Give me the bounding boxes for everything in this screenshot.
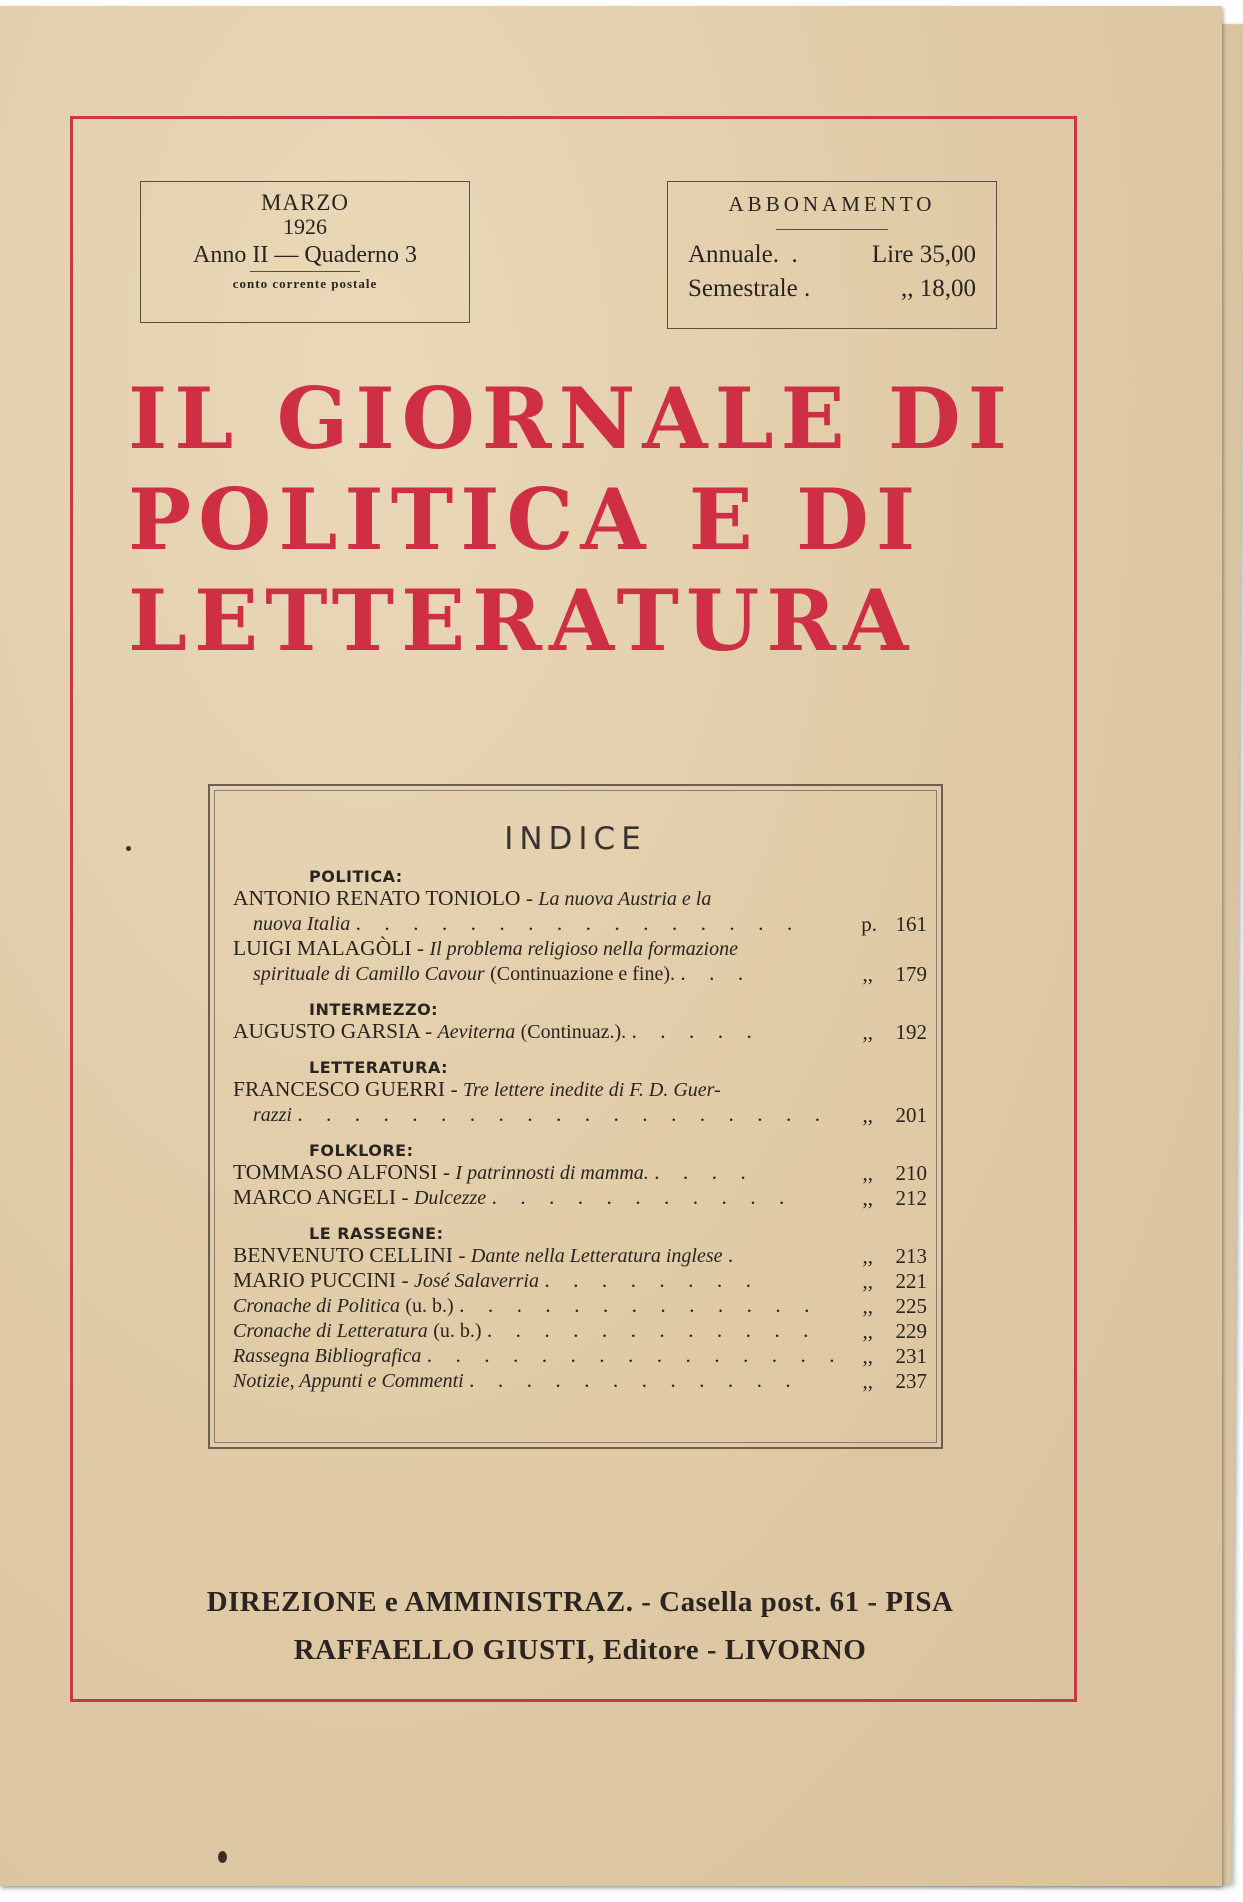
page-number: 225 bbox=[895, 1294, 927, 1318]
section-heading: LE RASSEGNE: bbox=[309, 1224, 444, 1243]
entry-author: TOMMASO ALFONSI bbox=[233, 1160, 438, 1184]
index-entry: FRANCESCO GUERRI - Tre lettere inedite di F. D. Guer- razzi . . . . . . . . . . . . . . . . . . . ,, 201 bbox=[233, 1077, 927, 1127]
page-prefix: ,, bbox=[862, 1269, 873, 1293]
section-heading: POLITICA: bbox=[309, 867, 403, 886]
entry-title: Cronache di Letteratura bbox=[233, 1320, 428, 1342]
entry-author: FRANCESCO GUERRI bbox=[233, 1077, 446, 1101]
index-entry: LUIGI MALAGÒLI - Il problema religioso nella formazione spirituale di Camillo Cavour (Continuazione e fine). . . . ,, 179 bbox=[233, 936, 927, 986]
page-number: 213 bbox=[895, 1244, 927, 1268]
page-prefix: ,, bbox=[862, 1186, 873, 1210]
entry-title: Aeviterna bbox=[437, 1021, 516, 1043]
index-box bbox=[208, 784, 943, 1449]
index-entry: BENVENUTO CELLINI - Dante nella Letteratura inglese . ,, 213 bbox=[233, 1243, 927, 1268]
page-number: 212 bbox=[895, 1186, 927, 1210]
entry-note: (Continuaz.). bbox=[520, 1021, 627, 1043]
paper-speck bbox=[126, 846, 131, 851]
index-entry: Rassegna Bibliografica . . . . . . . . . . . . . . . ,, 231 bbox=[233, 1343, 927, 1368]
subscription-row-semester bbox=[668, 272, 996, 306]
index-title: INDICE bbox=[504, 821, 647, 857]
date-box bbox=[140, 181, 470, 323]
page-number: 231 bbox=[895, 1344, 927, 1368]
index-entry: Cronache di Letteratura (u. b.) . . . . . . . . . . . . ,, 229 bbox=[233, 1318, 927, 1343]
divider bbox=[250, 271, 360, 272]
entry-title: nuova Italia bbox=[253, 913, 351, 935]
page-number: 201 bbox=[895, 1103, 927, 1127]
leader-dot: . bbox=[791, 241, 798, 268]
entry-title: Dante nella Letteratura inglese bbox=[470, 1245, 723, 1267]
entry-author: ANTONIO RENATO TONIOLO bbox=[233, 886, 521, 910]
index-entry: AUGUSTO GARSIA - Aeviterna (Continuaz.). . . . . . ,, 192 bbox=[233, 1019, 927, 1044]
page-prefix: ,, bbox=[862, 1244, 873, 1268]
journal-title-line-1: IL GIORNALE DI bbox=[128, 369, 1015, 468]
page-prefix: ,, bbox=[862, 1369, 873, 1393]
journal-title-line-2: POLITICA E DI bbox=[128, 470, 923, 569]
page-prefix: ,, bbox=[862, 1294, 873, 1318]
entry-author: LUIGI MALAGÒLI bbox=[233, 936, 412, 960]
entry-title: spirituale di Camillo Cavour bbox=[253, 963, 485, 985]
journal-title-line-3: LETTERATURA bbox=[128, 571, 916, 670]
page-prefix: ,, bbox=[862, 1103, 873, 1127]
entry-title: La nuova Austria e la bbox=[538, 888, 712, 910]
page-number: 179 bbox=[895, 962, 927, 986]
index-entry: MARCO ANGELI - Dulcezze . . . . . . . . . . . ,, 212 bbox=[233, 1185, 927, 1210]
index-entry: Cronache di Politica (u. b.) . . . . . . . . . . . . . ,, 225 bbox=[233, 1293, 927, 1318]
page-number: 229 bbox=[895, 1319, 927, 1343]
page-prefix: ,, bbox=[862, 1344, 873, 1368]
index-entry: Notizie, Appunti e Commenti . . . . . . . . . . . . ,, 237 bbox=[233, 1368, 927, 1393]
entry-title: Il problema religioso nella formazione bbox=[429, 938, 738, 960]
page-prefix: p. bbox=[861, 912, 877, 936]
page-number: 237 bbox=[895, 1369, 927, 1393]
entry-title: Cronache di Politica bbox=[233, 1295, 401, 1317]
page-number: 161 bbox=[895, 912, 927, 936]
subscription-title: ABBONAMENTO bbox=[728, 192, 936, 216]
index-inner-border bbox=[214, 790, 937, 1443]
page-prefix: ,, bbox=[862, 1020, 873, 1044]
entry-note: (u. b.) bbox=[405, 1295, 454, 1317]
entry-title: José Salaverria bbox=[413, 1270, 539, 1292]
journal-title bbox=[128, 368, 1048, 671]
page-prefix: ,, bbox=[862, 1319, 873, 1343]
subscription-price: ,, 18,00 bbox=[901, 275, 976, 302]
postal-note: conto corrente postale bbox=[232, 276, 378, 291]
subscription-label: Annuale. bbox=[688, 241, 779, 268]
paper-speck bbox=[218, 1851, 227, 1863]
page-number: 192 bbox=[895, 1020, 927, 1044]
entry-title: Dulcezze bbox=[413, 1187, 487, 1209]
issue-month: MARZO bbox=[260, 190, 350, 215]
issue-number: Anno II — Quaderno 3 bbox=[193, 242, 417, 268]
page-prefix: ,, bbox=[862, 1161, 873, 1185]
section-heading: INTERMEZZO: bbox=[309, 1000, 439, 1019]
publisher-address: DIREZIONE e AMMINISTRAZ. - Casella post. 61 - PISA bbox=[206, 1586, 954, 1618]
index-entry: ANTONIO RENATO TONIOLO - La nuova Austria e la nuova Italia . . . . . . . . . . . . . . . . p. 161 bbox=[233, 886, 927, 936]
entry-title: I patrinnosti di mamma. bbox=[455, 1162, 649, 1184]
issue-year: 1926 bbox=[283, 214, 327, 239]
index-entry: MARIO PUCCINI - José Salaverria . . . . . . . . ,, 221 bbox=[233, 1268, 927, 1293]
subscription-price: Lire 35,00 bbox=[871, 241, 976, 268]
page-number: 221 bbox=[895, 1269, 927, 1293]
entry-author: AUGUSTO GARSIA bbox=[233, 1019, 420, 1043]
subscription-label: Semestrale bbox=[688, 275, 798, 302]
subscription-row-annual bbox=[668, 238, 996, 272]
page-prefix: ,, bbox=[862, 962, 873, 986]
subscription-box bbox=[667, 181, 997, 329]
page-number: 210 bbox=[895, 1161, 927, 1185]
divider bbox=[776, 229, 888, 230]
publisher-name: RAFFAELLO GIUSTI, Editore - LIVORNO bbox=[293, 1634, 867, 1666]
leader-dot: . bbox=[803, 275, 811, 302]
index-entry: TOMMASO ALFONSI - I patrinnosti di mamma. . . . . ,, 210 bbox=[233, 1160, 927, 1185]
section-heading: FOLKLORE: bbox=[309, 1141, 414, 1160]
entry-author: BENVENUTO CELLINI bbox=[233, 1243, 453, 1267]
entry-title: Notizie, Appunti e Commenti bbox=[233, 1370, 464, 1392]
section-heading: LETTERATURA: bbox=[309, 1058, 449, 1077]
cover-page bbox=[0, 6, 1222, 1886]
entry-author: MARCO ANGELI bbox=[233, 1185, 397, 1209]
entry-title: razzi bbox=[253, 1104, 292, 1126]
entry-title: Tre lettere inedite di F. D. Guer- bbox=[462, 1079, 721, 1101]
entry-title: Rassegna Bibliografica bbox=[233, 1345, 422, 1367]
entry-author: MARIO PUCCINI bbox=[233, 1268, 397, 1292]
entry-note: (u. b.) bbox=[433, 1320, 482, 1342]
entry-note: (Continuazione e fine). bbox=[490, 963, 675, 985]
